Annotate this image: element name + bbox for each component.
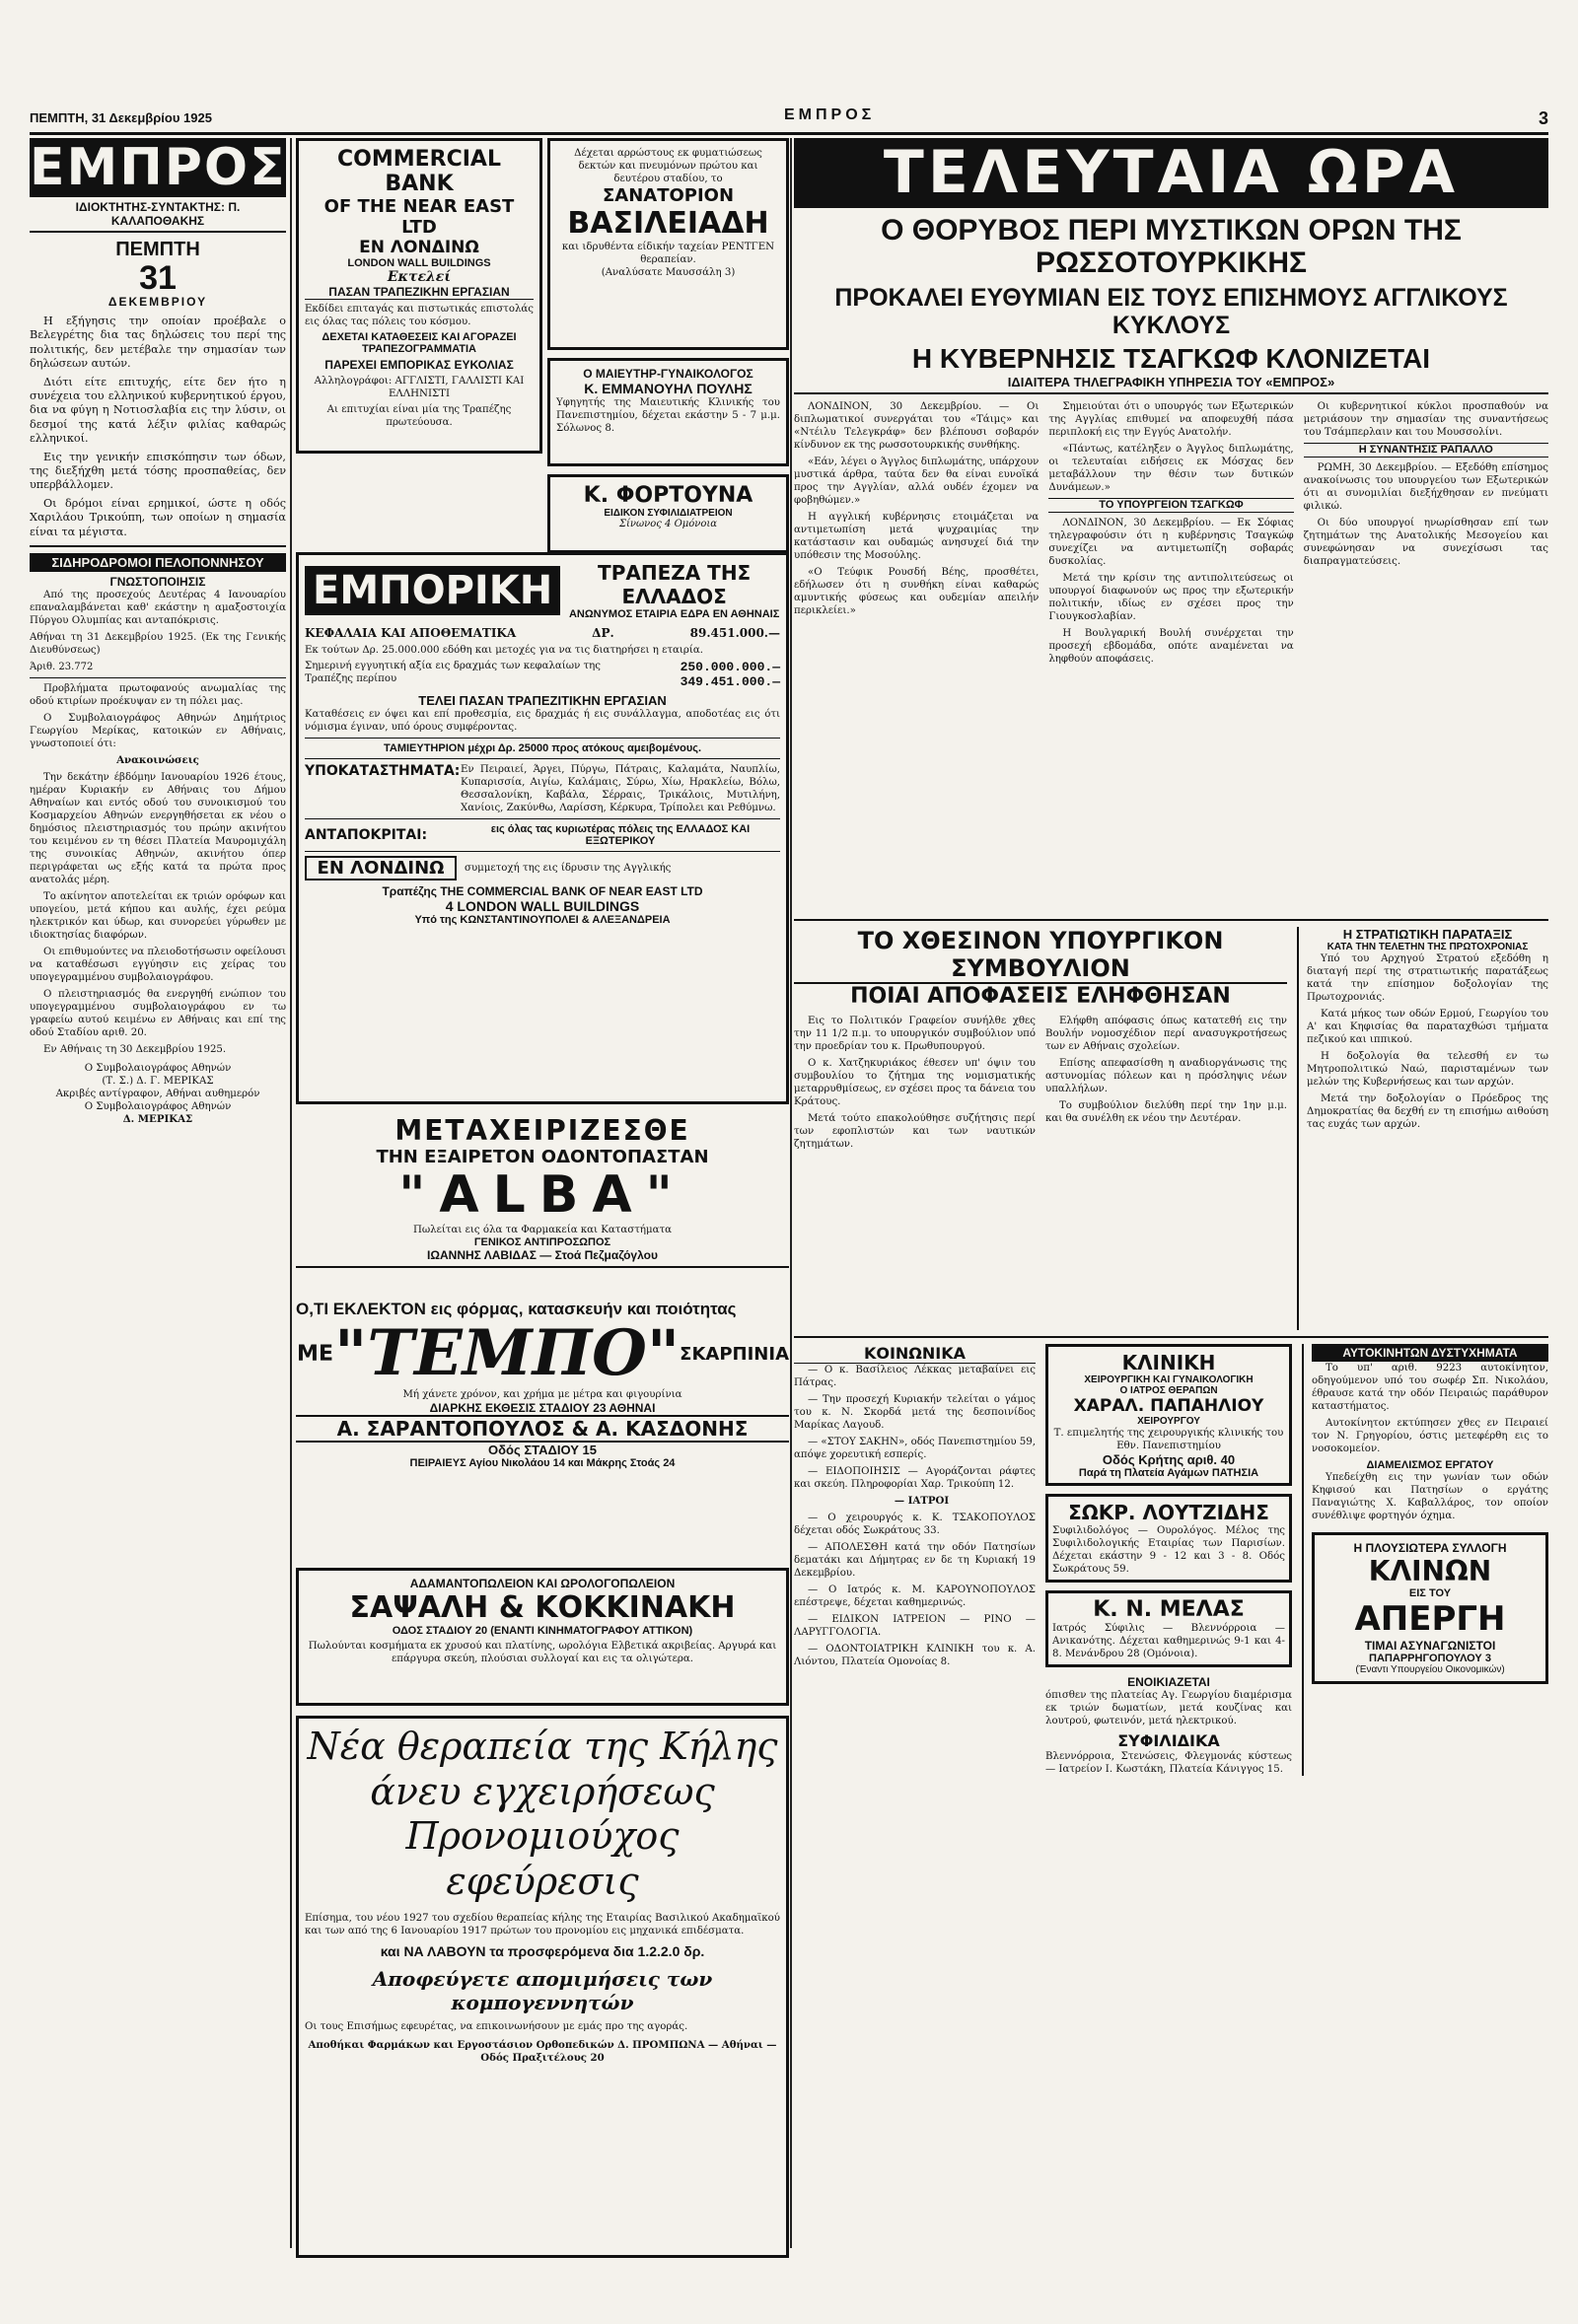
paragraph: Η αγγλική κυβέρνησις ετοιμάζεται να αντιμετωπίση μετά ψυχραιμίας την κατάστασιν και ουδαμώς ανησυχεί διά την υπόθεσιν της Μοσούλης. bbox=[794, 512, 1040, 561]
cars-title: ΑΥΤΟΚΙΝΗΤΩΝ ΔΥΣΤΥΧΗΜΑΤΑ bbox=[1312, 1344, 1548, 1362]
signature-line: Ο Συμβολαιογράφος Αθηνών bbox=[84, 1063, 232, 1075]
paragraph: Υπό του Αρχηγού Στρατού εξεδόθη η διαταγή περί της στρατιωτικής παρατάξεως κατά την επίσημον δοξολογίαν της Πρωτοχρονιάς. bbox=[1307, 953, 1548, 1003]
emporiki-subtitle: ΑΝΩΝΥΜΟΣ ΕΤΑΙΡΙΑ ΕΔΡΑ ΕΝ ΑΘΗΝΑΙΣ bbox=[568, 608, 780, 620]
clinic-area: Παρά τη Πλατεία Αγάμων ΠΑΤΗΣΙΑ bbox=[1078, 1467, 1259, 1479]
loutzidis-text: Συφιλιδολόγος — Ουρολόγος. Μέλος της Συφιλιδολογικής Εταιρίας των Παρισίων. Δέχεται εκάστην 9 - 12 και 3 - 8. Οδός Σωκράτους 59. bbox=[1052, 1525, 1285, 1575]
rapallo-title: Η ΣΥΝΑΝΤΗΣΙΣ ΡΑΠΑΛΛΟ bbox=[1304, 443, 1548, 458]
sanatorium-address: (Αναλύσατε Μαυσσάλη 3) bbox=[601, 267, 736, 278]
alba-agent-name: ΙΩΑΝΝΗΣ ΛΑΒΙΔΑΣ — Στοά Πεζμαζόγλου bbox=[427, 1248, 658, 1263]
hernia-note: Οι τους Επισήμως εφευρέτας, να επικοινωνήσουν με εμάς προ της αγοράς. bbox=[305, 2021, 688, 2033]
syfilidika-text: Βλεννόρροια, Στενώσεις, Φλεγμονάς κύστεως — Ιατρείον Ι. Κωστάκη, Πλατεία Κάνιγγος 15. bbox=[1045, 1751, 1292, 1775]
london-text: συμμετοχή της εις ίδρυσιν της Αγγλικής bbox=[465, 863, 672, 874]
emporiki-services-text: Καταθέσεις εν όψει και επί προθεσμία, εις δραχμάς ή εις συνάλλαγμα, αποδοτέας εις ότι νόμισμα έγιναν, υπό όρους συμφέροντας. bbox=[305, 709, 780, 733]
sanatorium-sub: και ιδρυθέντα είδικήν ταχείαν ΡΕΝΤΓΕΝ θεραπείαν. bbox=[561, 242, 775, 265]
last-hour-title: ΤΕΛΕΥΤΑΙΑ ΩΡΑ bbox=[794, 138, 1548, 208]
column-rule bbox=[290, 138, 292, 2248]
london-bank: Τραπέζης THE COMMERCIAL BANK OF NEAR EAST LTD bbox=[382, 884, 703, 898]
worker-title: ΔΙΑΜΕΛΙΣΜΟΣ ΕΡΓΑΤΟΥ bbox=[1366, 1459, 1494, 1471]
day-name: ΠΕΜΠΤΗ bbox=[115, 239, 200, 260]
hernia-address: Αποθήκαι Φαρμάκων και Εργοστάσιον Ορθοπεδικών Δ. ΠΡΟΜΠΩΝΑ — Αθήναι — Οδός Πραξιτέλους 20 bbox=[308, 2039, 777, 2065]
capital-label: ΚΕΦΑΛΑΙΑ ΚΑΙ ΑΠΟΘΕΜΑΤΙΚΑ bbox=[305, 626, 517, 640]
social-title: ΚΟΙΝΩΝΙΚΑ bbox=[794, 1344, 1036, 1364]
ad-sanatorium bbox=[547, 138, 789, 350]
paragraph: Εις την γενικήν επισκόπησιν των όδων, της διεξήχθη μετά τόσης προσπαθείας, δεν υπερβάλλομεν. bbox=[30, 450, 286, 492]
clinic-address: Οδός Κρήτης αριθ. 40 bbox=[1102, 1452, 1236, 1467]
clinic-text: Τ. επιμελητής της χειρουργικής κλινικής του Εθν. Πανεπιστημίου bbox=[1053, 1428, 1284, 1451]
paragraph: ΡΩΜΗ, 30 Δεκεμβρίου. — Εξεδόθη επίσημος ανακοίνωσις του υπουργείου των Εξωτερικών ότι αι συνομιλίαι διεξήχθησαν εν πνεύματι φιλικώ. bbox=[1303, 462, 1548, 512]
signature-line: (Τ. Σ.) Δ. Γ. ΜΕΡΙΚΑΣ bbox=[102, 1076, 214, 1088]
emporiki-name: ΕΜΠΟΡΙΚΗ bbox=[305, 566, 560, 615]
cabinet-col-a bbox=[794, 1015, 1036, 1330]
hernia-avoid: Αποφεύγετε απομιμήσεις των κομπογεννητών bbox=[372, 1967, 713, 2015]
paragraph: — ΟΔΟΝΤΟΙΑΤΡΙΚΗ ΚΛΙΝΙΚΗ του κ. Α. Λιόντου, Πλατεία Ομονοίας 8. bbox=[794, 1644, 1036, 1667]
paragraph: ΛΟΝΔΙΝΟΝ, 30 Δεκεμβρίου. — Οι διπλωματικοί συνεργάται του «Τάιμς» και «Ντέιλυ Τελεγκράφ» δεν βλέπουσι σοβαρόν κίνδυνον εκ της ρωσσοτουρκικής συνθήκης. bbox=[794, 401, 1040, 451]
aperghi-line7: (Έναντι Υπουργείου Οικονομικών) bbox=[1355, 1664, 1505, 1675]
capital-row bbox=[305, 626, 780, 640]
aperghi-line1: Η ΠΛΟΥΣΙΩΤΕΡΑ ΣΥΛΛΟΓΗ bbox=[1353, 1541, 1507, 1555]
signature-line: Ο Συμβολαιογράφος Αθηνών bbox=[84, 1101, 232, 1113]
sapali-lead: ΑΔΑΜΑΝΤΟΠΩΛΕΙΟΝ ΚΑΙ ΩΡΟΛΟΓΟΠΩΛΕΙΟΝ bbox=[409, 1577, 676, 1590]
aperghi-line6: ΠΑΠΑΡΡΗΓΟΠΟΥΛΟΥ 3 bbox=[1369, 1653, 1491, 1664]
paragraph: Οι επιθυμούντες να πλειοδοτήσωσιν οφείλουσι να καταθέσωσι εγγύησιν εις χείρας του υπογεγραμμένου συμβολαιογράφου. bbox=[30, 947, 286, 984]
rent-text: όπισθεν της πλατείας Αγ. Γεωργίου διαμέρισμα εκ τριών δωματίων, μετά κουζίνας και λουτρού, φωτεινόν, μετά ηλεκτρικού. bbox=[1045, 1690, 1292, 1726]
emporiki-safe: ΤΑΜΙΕΥΤΗΡΙΟΝ μέχρι Δρ. 25000 προς ατόκους αμειβομένους. bbox=[383, 742, 702, 754]
alba-line1: ΜΕΤΑΧΕΙΡΙΖΕΣΘΕ bbox=[394, 1114, 690, 1147]
melas-title: Κ. Ν. ΜΕΛΑΣ bbox=[1093, 1597, 1245, 1622]
paragraph: Ο κ. Χατζηκυριάκος έθεσεν υπ' όψιν του συμβουλίου το ζήτημα της νομισματικής μεταρρυθμίσεως, εν σχέσει προς τα δάνεια του Κράτους. bbox=[794, 1058, 1036, 1107]
paragraph: Το ακίνητον αποτελείται εκ τριών ορόφων και υπογείου, μετά κήπου και αυλής, έχει ρεύμα ηλεκτρικόν και ύδωρ, και συνορεύει γύρωθεν με ιδιοκτησίας διαφόρων. bbox=[30, 891, 286, 942]
clinic-title: ΚΛΙΝΙΚΗ bbox=[1121, 1351, 1216, 1374]
paragraph: Η δοξολογία θα τελεσθή εν τω Μητροπολιτικώ Ναώ, παρισταμένων των μελών της Κυβερνήσεως και των αρχών. bbox=[1307, 1051, 1548, 1088]
paragraph: Οι κυβερνητικοί κύκλοι προσπαθούν να μετριάσουν την σημασίαν της συναντήσεως του Τσάμπερλαιν και του Μουσσολίνι. bbox=[1303, 401, 1548, 438]
emporiki-text1: Εκ τούτων Δρ. 25.000.000 εδόθη και μετοχές για να τις διατηρήσει η εταιρία. bbox=[305, 645, 703, 656]
paragraph: Υπεδείχθη εις την γωνίαν των οδών Κηφισού και Πατησίων ο εργάτης Παναγιώτης Χ. Καβαλλάρος, τον οποίον συνέθλιψε φορτηγόν όχημα. bbox=[1312, 1472, 1548, 1521]
ad-aperghi bbox=[1312, 1532, 1548, 1684]
clinic-role: ΧΕΙΡΟΥΡΓΟΥ bbox=[1137, 1416, 1200, 1427]
emporiki-value3: 349.451.000.— bbox=[680, 674, 780, 689]
news-right-column bbox=[1302, 1344, 1548, 1776]
paragraph: Η εξήγησις την οποίαν προέβαλε ο Βελεγρέτης δια τας δηλώσεις του περί της πολιτικής, δεν μετέβαλε την σημασίαν των δηλώσεων αυτών. bbox=[30, 315, 286, 371]
editorial-text bbox=[30, 315, 286, 539]
paragraph: Ο πλειστηριασμός θα ενεργηθή ενώπιον του υπογεγραμμένου συμβολαιογράφου εν τω γραφείω αυτού κειμένω εν Αθήναις και επί της οδού Σταδίου αριθ. 20. bbox=[30, 989, 286, 1039]
paragraph: Οι δύο υπουργοί ηνωρίσθησαν επί των ζητημάτων της Ανατολικής Μεσογείου και συνεφώνησαν να συνεχίσωσι τας διαπραγματεύσεις. bbox=[1303, 518, 1548, 567]
column-small-ads bbox=[547, 138, 789, 561]
social-column bbox=[794, 1344, 1036, 1776]
doctors-column bbox=[1045, 1344, 1292, 1776]
top-header-line bbox=[30, 106, 1548, 135]
bank-branch: Εκτελεί bbox=[387, 269, 452, 285]
story-columns bbox=[794, 400, 1548, 913]
headline-3: Η ΚΥΒΕΡΝΗΣΙΣ ΤΣΑΓΚΩΦ ΚΛΟΝΙΖΕΤΑΙ bbox=[911, 343, 1431, 374]
headline-2: ΠΡΟΚΑΛΕΙ ΕΥΘΥΜΙΑΝ ΕΙΣ ΤΟΥΣ ΕΠΙΣΗΜΟΥΣ ΑΓΓΛΙΚΟΥΣ ΚΥΚΛΟΥΣ bbox=[834, 284, 1508, 339]
clinic-lead: Ο ΙΑΤΡΟΣ ΘΕΡΑΠΩΝ bbox=[1119, 1385, 1218, 1396]
aperghi-line5: ΤΙΜΑΙ ΑΣΥΝΑΓΩΝΙΣΤΟΙ bbox=[1364, 1639, 1496, 1653]
sapali-name: ΣΑΨΑΛΗ & ΚΟΚΚΙΝΑΚΗ bbox=[349, 1590, 736, 1625]
tempo-brand: "ΤΕΜΠΟ" bbox=[334, 1316, 681, 1390]
doctor-name: Κ. ΕΜΜΑΝΟΥΗΛ ΠΟΥΛΗΣ bbox=[584, 381, 753, 396]
column-left bbox=[30, 138, 286, 1126]
paragraph: Οι δρόμοι είναι ερημικοί, ώστε η οδός Χαριλάου Τρικούπη, των οποίων η σημασία είναι τα μέγιστα. bbox=[30, 496, 286, 538]
ad-gynecologist bbox=[547, 358, 789, 466]
paragraph: ΛΟΝΔΙΝΟΝ, 30 Δεκεμβρίου. — Εκ Σόφιας τηλεγραφούσιν ότι η κυβέρνησις Τσαγκώφ συνεχίζει να αντιμετωπίζη σοβαράς δυσκολίας. bbox=[1048, 518, 1294, 567]
paragraph: Μετά την δοξολογίαν ο Πρόεδρος της Δημοκρατίας θα δεχθή εν τη επισήμω αιθούση τας ευχάς των αρχών. bbox=[1307, 1093, 1548, 1130]
tsankov-title: ΤΟ ΥΠΟΥΡΓΕΙΟΝ ΤΣΑΓΚΩΦ bbox=[1048, 498, 1293, 513]
ad-fortouna bbox=[547, 474, 789, 553]
paragraph: — Ο κ. Βασίλειος Λέκκας μεταβαίνει εις Πάτρας. bbox=[794, 1365, 1036, 1388]
paragraph: «Εάν, λέγει ο Άγγλος διπλωμάτης, υπάρχουν μυστικά άρθρα, ταύτα δεν θα είναι ευνοϊκά προς την Αγγλίαν, αλλά ουδέν έχομεν να φοβηθώμεν.» bbox=[794, 457, 1040, 506]
ad-emporiki-bank bbox=[296, 552, 789, 1112]
paragraph: — ΕΙΔΟΠΟΙΗΣΙΣ — Αγοράζονται ράφτες και σκεύη. Πληροφορίαι Χαρ. Τρικούπη 12. bbox=[794, 1466, 1036, 1490]
melas-text: Ιατρός Σύφιλις — Βλεννόρροια — Ανικανότης. Δέχεται καθημερινώς 9-1 και 4-8. Μενάνδρου 28 (Ομόνοια). bbox=[1052, 1623, 1285, 1659]
date-block bbox=[30, 239, 286, 309]
branches-list: Εν Πειραιεί, Άργει, Πύργω, Πάτραις, Καλαμάτα, Ναυπλίω, Κυπαρισσία, Αιγίω, Καλάμαις, Σύρω, Χίω, Ηρακλείω, Βόλω, Θεσσαλονίκη, Καβάλα, Σέρραις, Τρικάλοις, Μυτιλήνη, Χανίοις, Ζακύνθω, Λαρίσση, Κέρκυρα, Τρίπολει και Ρεθύμνω. bbox=[461, 764, 780, 813]
correspondents-text: εις όλας τας κυριωτέρας πόλεις της ΕΛΛΑΔΟΣ ΚΑΙ ΕΞΩΤΕΡΙΚΟΥ bbox=[490, 823, 751, 847]
paragraph: — ΕΙΔΙΚΟΝ ΙΑΤΡΕΙΟΝ — ΡΙΝΟ — ΛΑΡΥΓΓΟΛΟΓΙΑ. bbox=[794, 1614, 1036, 1638]
emporiki-services: ΤΕΛΕΙ ΠΑΣΑΝ ΤΡΑΠΕΖΙΤΙΚΗΝ ΕΡΓΑΣΙΑΝ bbox=[418, 693, 667, 708]
column-last-hour bbox=[794, 138, 1548, 1776]
bank-agents: Αλληλογράφοι: ΑΓΓΛΙΣΤΙ, ΓΑΛΛΙΣΤΙ ΚΑΙ ΕΛΛΗΝΙΣΤΙ bbox=[314, 376, 525, 399]
bank-note: Αι επιτυχίαι είναι μία της Τραπέζης πρωτεύουσα. bbox=[326, 404, 512, 428]
paragraph: — ΑΠΟΛΕΣΘΗ κατά την οδόν Πατησίων δεματάκι και Δήμητρας εν δε τη Κυριακή 19 Δεκεμβρίου. bbox=[794, 1542, 1036, 1579]
bank-title: COMMERCIAL BANK bbox=[337, 147, 501, 196]
headline-1: Ο ΘΟΡΥΒΟΣ ΠΕΡΙ ΜΥΣΤΙΚΩΝ ΟΡΩΝ ΤΗΣ ΡΩΣΣΟΤΟΥΡΚΙΚΗΣ bbox=[881, 214, 1462, 279]
doctor-title: Ο ΜΑΙΕΥΤΗΡ-ΓΥΝΑΙΚΟΛΟΓΟΣ bbox=[583, 367, 753, 381]
paragraph: Από της προσεχούς Δευτέρας 4 Ιανουαρίου επαναλαμβάνεται καθ' εκάστην η αμαξοστοιχία Πύργου Ολυμπίας και ανταπόκρισις. bbox=[30, 590, 286, 627]
correspondents-label: ΑΝΤΑΠΟΚΡΙΤΑΙ: bbox=[305, 827, 428, 843]
paragraph: Το υπ' αριθ. 9223 αυτοκίνητον, οδηγούμενον υπό του σωφέρ Σπ. Νικολάου, έθραυσε κατά την οδόν Πειραιώς παράθυρον καταστήματος. bbox=[1312, 1363, 1548, 1412]
sanatorium-intro: Δέχεται αρρώστους εκ φυματιώσεως δεκτών και πνευμόνων πρώτου και δευτέρου σταδίου, το bbox=[574, 148, 762, 184]
tempo-product: ΣΚΑΡΠΙΝΙΑ bbox=[680, 1343, 789, 1365]
hernia-highlight: και ΝΑ ΛΑΒΟΥΝ τα προσφερόμενα δια 1.2.2.0 δρ. bbox=[380, 1943, 705, 1960]
tempo-me: ΜΕ bbox=[297, 1341, 333, 1367]
paragraph: Επίσης απεφασίσθη η αναδιοργάνωσις της αστυνομίας πόλεων και η πρόσληψις νέων υπαλλήλων. bbox=[1045, 1058, 1287, 1094]
tempo-address: Οδός ΣΤΑΔΙΟΥ 15 bbox=[488, 1443, 597, 1458]
paragraph: Ελήφθη απόφασις όπως κατατεθή εις την Βουλήν νομοσχέδιον περί ανασυγκροτήσεως των εν Αθήναις σχολείων. bbox=[1045, 1016, 1287, 1052]
alba-agent: ΓΕΝΙΚΟΣ ΑΝΤΙΠΡΟΣΩΠΟΣ bbox=[473, 1236, 611, 1249]
paragraph: Αθήναι τη 31 Δεκεμβρίου 1925. (Εκ της Γενικής Διευθύνσεως) bbox=[30, 632, 286, 657]
bank-subtitle: OF THE NEAR EAST LTD bbox=[323, 196, 515, 238]
paragraph: Σημειούται ότι ο υπουργός των Εξωτερικών της Αγγλίας επιθυμεί να αποφευχθή πάσα περιπλοκή εις την Εγγύς Ανατολήν. bbox=[1048, 401, 1294, 438]
hernia-line1: Νέα θεραπεία της Κήλης bbox=[307, 1725, 778, 1768]
tempo-sale: ΔΙΑΡΚΗΣ ΕΚΘΕΣΙΣ ΣΤΑΔΙΟΥ 23 ΑΘΗΝΑΙ bbox=[429, 1401, 656, 1416]
day-number: 31 bbox=[139, 259, 177, 297]
emporiki-text2: Σημερινή εγγυητική αξία εις δραχμάς των κεφαλαίων της Τραπέζης περίπου bbox=[305, 661, 601, 684]
emporiki-value2: 250.000.000.— bbox=[680, 660, 780, 674]
fortouna-title: Κ. ΦΟΡΤΟΥΝΑ bbox=[583, 483, 753, 508]
paragraph: «Πάντως, κατέληξεν ο Άγγλος διπλωμάτης, οι τελευταίαι ειδήσεις εκ Μόσχας δεν μεταβάλλουν την θέσιν των δυτικών Δυνάμεων.» bbox=[1048, 444, 1294, 493]
alba-line2: ΤΗΝ ΕΞΑΙΡΕΤΟΝ ΟΔΟΝΤΟΠΑΣΤΑΝ bbox=[376, 1147, 709, 1167]
bank-address: LONDON WALL BUILDINGS bbox=[347, 257, 491, 269]
column-rule bbox=[790, 138, 792, 2248]
bank-city: ΕΝ ΛΟΝΔΙΝΩ bbox=[359, 238, 479, 257]
sanatorium-name: ΒΑΣΙΛΕΙΑΔΗ bbox=[567, 206, 769, 241]
signature-line: Δ. ΜΕΡΙΚΑΣ bbox=[122, 1113, 193, 1126]
header-mast: ΕΜΠΡΟΣ bbox=[784, 106, 876, 123]
paragraph: — «ΣΤΟΥ ΣΑΚΗΝ», οδός Πανεπιστημίου 59, απόψε χορευτική εσπερίς. bbox=[794, 1437, 1036, 1460]
paragraph: Η Βουλγαρική Βουλή συνέρχεται την προσεχή εβδομάδα, οπότε αναμένεται να ληφθούν αποφάσεις. bbox=[1048, 628, 1294, 665]
notice-title: ΣΙΔΗΡΟΔΡΟΜΟΙ ΠΕΛΟΠΟΝΝΗΣΟΥ bbox=[30, 553, 286, 572]
aperghi-line2: ΚΛΙΝΩΝ bbox=[1368, 1555, 1492, 1587]
cabinet-title: ΤΟ ΧΘΕΣΙΝΟΝ ΥΠΟΥΡΓΙΚΟΝ ΣΥΜΒΟΥΛΙΟΝ bbox=[794, 927, 1287, 984]
emporiki-title: ΤΡΑΠΕΖΑ ΤΗΣ ΕΛΛΑΔΟΣ bbox=[598, 561, 752, 608]
sapali-address: ΟΔΟΣ ΣΤΑΔΙΟΥ 20 (ΕΝΑΝΤΙ ΚΙΝΗΜΑΤΟΓΡΑΦΟΥ ΑΤΤΙΚΟΝ) bbox=[392, 1625, 693, 1637]
paragraph: Διότι είτε επιτυχής, είτε δεν ήτο η συνέχεια του ελληνικού κυβερνητικού έργου, δια να φύγη η Νοτιοσλαβία εις την λύσιν, οι δεσμοί της κατά λέξιν φιλίας καθαρώς ελληνικοί. bbox=[30, 375, 286, 446]
paragraph: Προβλήματα πρωτοφανούς ανωμαλίας της οδού κτιρίων προέκυψαν εν τη πόλει μας. bbox=[30, 683, 286, 708]
sanatorium-title: ΣΑΝΑΤΟΡΙΟΝ bbox=[602, 185, 735, 206]
london-branches: Υπό της ΚΩΝΣΤΑΝΤΙΝΟΥΠΟΛΕΙ & ΑΛΕΞΑΝΔΡΕΙΑ bbox=[414, 914, 671, 926]
ad-tempo bbox=[296, 1300, 789, 1469]
ad-alba bbox=[296, 1114, 789, 1268]
story-col-a bbox=[794, 400, 1039, 913]
notice-body bbox=[30, 589, 286, 657]
auction-notice bbox=[30, 682, 286, 1056]
capital-prefix: ΔΡ. bbox=[592, 626, 614, 640]
tempo-piraeus: ΠΕΙΡΑΙΕΥΣ Αγίου Νικολάου 14 και Μάκρης Στοάς 24 bbox=[409, 1457, 676, 1470]
strat-subtitle: ΚΑΤΑ ΤΗΝ ΤΕΛΕΤΗΝ ΤΗΣ ΠΡΩΤΟΧΡΟΝΙΑΣ bbox=[1327, 942, 1529, 952]
paragraph: «Ο Τεύφικ Ρουσδή Βέης, προσθέτει, εδήλωσεν ότι η συνθήκη είναι καθαρώς αμυντικής φύσεως και ουδεμίαν απειλήν περικλείει.» bbox=[794, 567, 1040, 616]
notice-subtitle: ΓΝΩΣΤΟΠΟΙΗΣΙΣ bbox=[109, 575, 206, 590]
doctor-text: Υφηγητής της Μαιευτικής Κλινικής του Πανεπιστημίου, δέχεται εκάστην 5 - 7 μ.μ. Σόλωνος 8. bbox=[556, 397, 780, 434]
headline-service: ΙΔΙΑΙΤΕΡΑ ΤΗΛΕΓΡΑΦΙΚΗ ΥΠΗΡΕΣΙΑ ΤΟΥ «ΕΜΠΡΟΣ» bbox=[794, 375, 1548, 394]
alba-sellers: Πωλείται εις όλα τα Φαρμακεία και Καταστήματα bbox=[412, 1225, 673, 1236]
paragraph: Μετά την κρίσιν της αντιπολιτεύσεως οι υπουργοί διαφωνούν ως προς την εξωτερικήν πολιτικήν, ιδίως εν σχέσει προς την Γιουγκοσλαβίαν. bbox=[1048, 573, 1294, 622]
clinic-subtitle: ΧΕΙΡΟΥΡΓΙΚΗ ΚΑΙ ΓΥΝΑΙΚΟΛΟΓΙΚΗ bbox=[1084, 1374, 1254, 1385]
hernia-line3: Προνομιούχος εφεύρεσις bbox=[405, 1814, 680, 1903]
sapali-text: Πωλούνται κοσμήματα εκ χρυσού και πλατίνης, ωρολόγια Ελβετικά ακριβείας. Αργυρά και επάργυρα σκεύη, πλούσιαι συλλογαί και εις τα ολιγώτερα. bbox=[308, 1641, 777, 1664]
loutzidis-title: ΣΩΚΡ. ΛΟΥΤΖΙΔΗΣ bbox=[1068, 1501, 1269, 1524]
branches-label: ΥΠΟΚΑΤΑΣΤΗΜΑΤΑ: bbox=[305, 763, 461, 779]
tempo-makers: Α. ΣΑΡΑΝΤΟΠΟΥΛΟΣ & Α. ΚΑΣΔΟΝΗΣ bbox=[296, 1415, 789, 1443]
london-label: ΕΝ ΛΟΝΔΙΝΩ bbox=[305, 856, 457, 880]
strat-text bbox=[1307, 952, 1548, 1131]
hernia-line2: άνευ εγχειρήσεως bbox=[370, 1769, 715, 1813]
paragraph: Ανακοινώσεις bbox=[116, 754, 199, 767]
hernia-text: Επίσημα, του νέου 1927 του σχεδίου θεραπείας κήλης της Εταιρίας Βασιλικού Ακαδημαϊκού και των από της 6 Ιανουαρίου 1917 πρώτων του προνομίου εις μηχανικά επιδέσματα. bbox=[305, 1913, 780, 1937]
page-number: 3 bbox=[1538, 108, 1548, 128]
paragraph: — Την προσεχή Κυριακήν τελείται ο γάμος του κ. Ν. Σκορδά μετά της δεσποινίδος Μαρίκας Λαγουδ. bbox=[794, 1394, 1036, 1431]
paragraph: — Ο Ιατρός κ. Μ. ΚΑΡΟΥΝΟΠΟΥΛΟΣ επέστρεψε, δέχεται καθημερινώς. bbox=[794, 1585, 1036, 1608]
paragraph: Το συμβούλιον διελύθη περί την 1ην μ.μ. και θα συνέλθη εκ νέου την Δευτέραν. bbox=[1045, 1100, 1287, 1124]
header-date: ΠΕΜΠΤΗ, 31 Δεκεμβρίου 1925 bbox=[30, 110, 212, 125]
bank-text: Εκδίδει επιταγάς και πιστωτικάς επιστολάς εις όλας τας πόλεις του κόσμου. bbox=[305, 304, 534, 327]
paragraph: Κατά μήκος των οδών Ερμού, Γεωργίου του Α' και Κηφισίας θα παραταχθώσι τμήματα πεζικού και ιππικού. bbox=[1307, 1009, 1548, 1045]
notice-number: Άριθ. 23.772 bbox=[30, 662, 94, 673]
bank-deposits: ΔΕΧΕΤΑΙ ΚΑΤΑΘΕΣΕΙΣ ΚΑΙ ΑΓΟΡΑΖΕΙ ΤΡΑΠΕΖΟΓΡΑΜΜΑΤΙΑ bbox=[322, 331, 517, 355]
ad-sapali bbox=[296, 1568, 789, 1714]
fortouna-subtitle: ΕΙΔΙΚΟΝ ΣΥΦΙΛΙΔΙΑΤΡΕΙΟΝ bbox=[604, 508, 733, 519]
fortouna-address: Σίνωνος 4 Ομόνοια bbox=[618, 519, 718, 529]
aperghi-line4: ΑΠΕΡΓΗ bbox=[1354, 1599, 1506, 1639]
syfilidika-title: ΣΥΦΙΛΙΔΙΚΑ bbox=[1117, 1731, 1220, 1750]
bank-facilities: ΠΑΡΕΧΕΙ ΕΜΠΟΡΙΚΑΣ ΕΥΚΟΛΙΑΣ bbox=[324, 358, 514, 372]
ad-commercial-bank bbox=[296, 138, 542, 463]
month-name: ΔΕΚΕΜΒΡΙΟΥ bbox=[108, 295, 208, 309]
tempo-tagline: Μή χάνετε χρόνον, και χρήμα με μέτρα και φιγουρίνια bbox=[402, 1389, 682, 1401]
signature-line: Ακριβές αντίγραφον, Αθήναι αυθημερόν bbox=[55, 1089, 260, 1100]
paragraph: Εν Αθήναις τη 30 Δεκεμβρίου 1925. bbox=[43, 1044, 227, 1056]
clinic-doctor: ΧΑΡΑΛ. ΠΑΠΑΗΛΙΟΥ bbox=[1073, 1396, 1264, 1416]
capital-value: 89.451.000.— bbox=[689, 626, 780, 640]
cabinet-subtitle: ΠΟΙΑΙ ΑΠΟΦΑΣΕΙΣ ΕΛΗΦΘΗΣΑΝ bbox=[850, 984, 1231, 1009]
story-col-c bbox=[1304, 400, 1548, 913]
paragraph: Αυτοκίνητον εκτύπησεν χθες εν Πειραιεί τον Ν. Γρηγορίου, όστις μετεφέρθη εις το νοσοκομείον. bbox=[1312, 1418, 1548, 1454]
bank-services: ΠΑΣΑΝ ΤΡΑΠΕΖΙΚΗΝ ΕΡΓΑΣΙΑΝ bbox=[305, 285, 534, 300]
alba-brand: "ALBA" bbox=[398, 1165, 686, 1225]
paragraph: Εις το Πολιτικόν Γραφείον συνήλθε χθες την 11 1/2 π.μ. το υπουργικόν συμβούλιον υπό την προεδρίαν του κ. Πρωθυπουργού. bbox=[794, 1016, 1036, 1052]
london-address: 4 LONDON WALL BUILDINGS bbox=[445, 898, 640, 914]
rent-title: ΕΝΟΙΚΙΑΖΕΤΑΙ bbox=[1127, 1675, 1210, 1689]
paragraph: — ΙΑΤΡΟΙ bbox=[894, 1495, 950, 1507]
tempo-lead: Ο,ΤΙ ΕΚΛΕΚΤΟΝ εις φόρμας, κατασκευήν και ποιότητας bbox=[296, 1300, 737, 1318]
strat-title: Η ΣΤΡΑΤΙΩΤΙΚΗ ΠΑΡΑΤΑΞΙΣ bbox=[1342, 927, 1513, 942]
story-col-b bbox=[1048, 400, 1293, 913]
masthead: ΕΜΠΡΟΣ bbox=[30, 138, 287, 197]
paragraph: Την δεκάτην έβδόμην Ιανουαρίου 1926 έτους, ημέραν Κυριακήν εν Αθήναις του Δήμου Αθηναίων και εντός οδού του συνοικισμού του Κοσμαρχείου Αθηνών ενεργηθήσεται εκ νέου ο δημόσιος πλειστηριασμός του πρώην ακινήτου του κειμένου εν τη θέσει Πλατεία Μαυρομιχάλη της συνοικίας Αθηνών, ακινήτου όπερ περιγράφεται ως εξής κατά τα πρώτα προς ανατολάς μέρη. bbox=[30, 772, 286, 886]
publisher-line: ΙΔΙΟΚΤΗΤΗΣ-ΣΥΝΤΑΚΤΗΣ: Π. ΚΑΛΑΠΟΘΑΚΗΣ bbox=[30, 197, 286, 233]
aperghi-line3: ΕΙΣ ΤΟΥ bbox=[1408, 1587, 1452, 1599]
paragraph: Μετά τούτο επακολούθησε συζήτησις περί των εφοπλιστών και των ναυτικών ζητημάτων. bbox=[794, 1113, 1036, 1150]
paragraph: — Ο χειρουργός κ. Κ. ΤΣΑΚΟΠΟΥΛΟΣ δέχεται οδός Σωκράτους 33. bbox=[794, 1513, 1036, 1536]
cabinet-col-b bbox=[1045, 1015, 1287, 1330]
signature-block bbox=[30, 1062, 286, 1126]
ad-hernia bbox=[296, 1716, 789, 2266]
paragraph: Ο Συμβολαιογράφος Αθηνών Δημήτριος Γεωργίου Μερίκας, κατοικών εν Αθήναις, γνωστοποιεί ότι: bbox=[30, 713, 286, 750]
